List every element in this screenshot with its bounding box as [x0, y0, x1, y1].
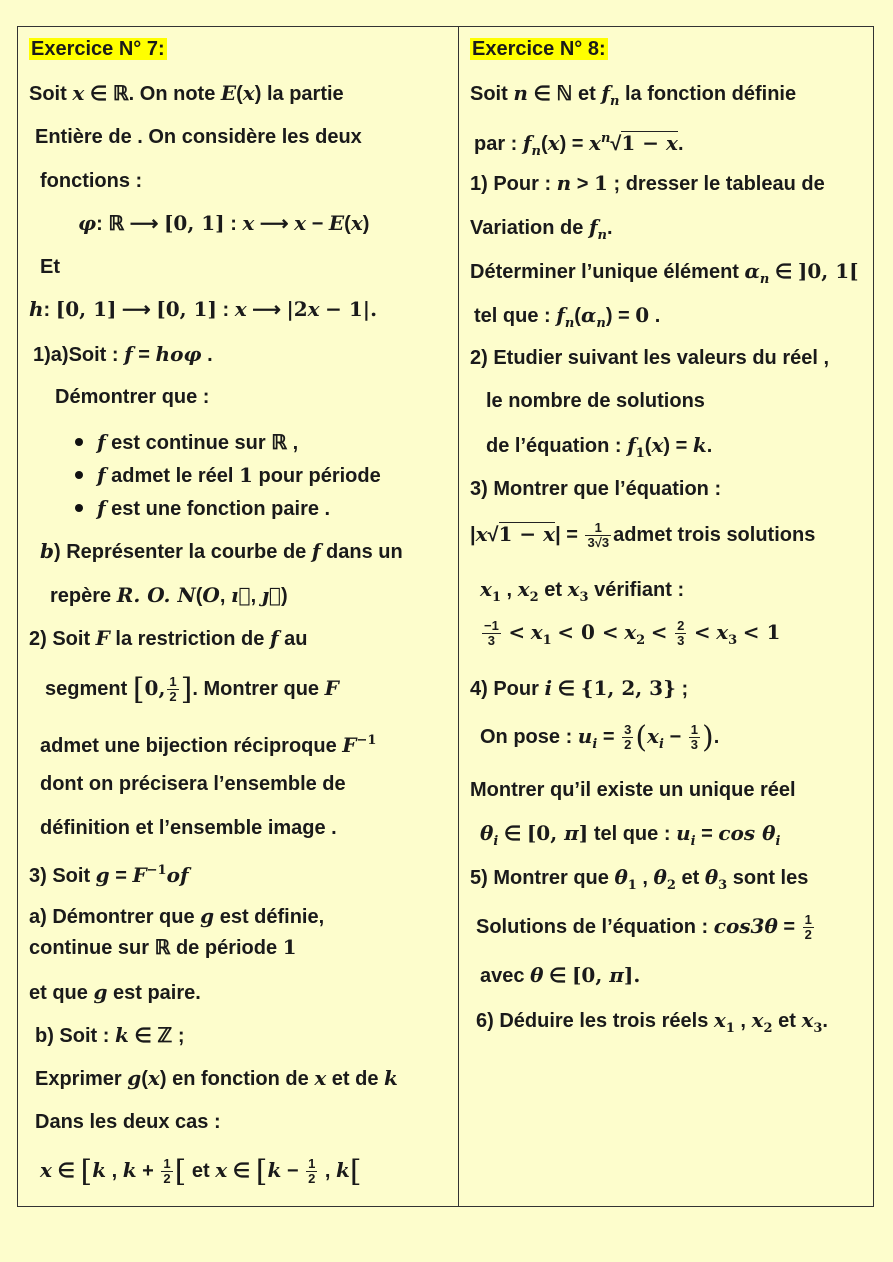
- ex7-line-continue: continue sur ℝ de période 1: [29, 935, 297, 959]
- ex8-line-equation: de l’équation : $f_1(x) = k$.: [486, 433, 713, 461]
- ex8-line-variation: Variation de $f_n$.: [470, 215, 613, 243]
- ex7-question-1a: 1)a)Soit : f = hoφ .: [33, 342, 213, 366]
- exercise-8-title: Exercice N° 8:: [472, 38, 606, 60]
- ex7-line-exprimer: Exprimer g(x) en fonction de x et de k: [35, 1066, 398, 1090]
- ex7-line-soit: Soit x ∈ ℝ. On note E(x) la partie: [29, 81, 344, 105]
- ex7-line-dans: Dans les deux cas :: [35, 1111, 221, 1133]
- ex8-question-6: 6) Déduire les trois réels $x_1$ , $x_2$ et $x_3$.: [476, 1008, 828, 1036]
- exercise-7-title: Exercice N° 7:: [31, 38, 165, 60]
- ex8-line-verifiant: $x_1$ , $x_2$ et $x_3$ vérifiant :: [480, 577, 685, 605]
- ex7-intervals: x ∈ [k , k + $\frac{1}{2}$ [ et x ∈ [k − $\frac{1}{2}$ , k[: [40, 1153, 362, 1189]
- ex7-question-2: 2) Soit F la restriction de f au: [29, 626, 308, 650]
- ex8-question-4: 4) Pour i ∈ {1, 2, 3} ;: [470, 676, 689, 700]
- exercise-sheet: [17, 26, 874, 1207]
- ex7-question-1b: b) Représenter la courbe de f dans un: [40, 539, 403, 563]
- exercise-8-column: [459, 27, 873, 1206]
- ex8-question-5: 5) Montrer que $\theta_1$ , $\theta_2$ et $\theta_3$ sont les: [470, 865, 809, 893]
- ex7-line-admet: admet une bijection réciproque $F^{-1}$: [40, 733, 377, 757]
- ex8-line-solutions: Solutions de l’équation : cos3θ = $\frac{1}{2}$: [476, 912, 812, 942]
- ex8-line-montrer: Montrer qu’il existe un unique réel: [470, 779, 796, 801]
- exercise-7-column: [18, 27, 458, 1206]
- ex7-question-3: 3) Soit $g = F^{-1}of$: [29, 863, 189, 887]
- ex8-line-soit: Soit n ∈ ℕ et $f_n$ la fonction définie: [470, 81, 797, 109]
- ex7-line-entiere: Entière de . On considère les deux: [35, 126, 362, 148]
- ex8-equation-abs: |x√1 − x| = $\frac{1}{3√3}$ admet trois solutions: [470, 520, 816, 550]
- ex7-line-dont: dont on précisera l’ensemble de: [40, 773, 346, 795]
- ex7-phi-definition: φ: ℝ ⟶ [0, 1] : x ⟶ x − E(x): [78, 211, 370, 235]
- ex8-question-2: 2) Etudier suivant les valeurs du réel ,: [470, 347, 830, 369]
- ex8-question-1: 1) Pour : n > 1 ; dresser le tableau de: [470, 171, 825, 195]
- ex7-line-repere: repère R. O. N(O, ı⃗, ȷ⃗): [50, 583, 288, 607]
- ex8-line-determiner: Déterminer l’unique élément $\alpha_n$ ∈ ]0, 1[: [470, 259, 859, 287]
- ex7-h-definition: h: [0, 1] ⟶ [0, 1] : x ⟶ |2x − 1|.: [29, 297, 378, 321]
- ex8-line-nombre: le nombre de solutions: [486, 390, 705, 412]
- ex7-line-segment: segment [0, $\frac{1}{2}$ ]. Montrer que F: [45, 671, 339, 707]
- ex7-line-etque: et que g est paire.: [29, 980, 201, 1004]
- ex7-question-3a: a) Démontrer que g est définie,: [29, 904, 325, 928]
- ex8-line-avec: avec θ ∈ [0, π].: [480, 963, 641, 987]
- ex7-bullet-3: f est une fonction paire .: [75, 496, 330, 521]
- ex8-fn-definition: par : $f_n(x) = x^n√1 - x$.: [474, 131, 684, 159]
- ex7-line-demontrer: Démontrer que :: [55, 386, 210, 408]
- ex7-question-3b: b) Soit : k ∈ ℤ ;: [35, 1023, 185, 1047]
- ex7-bullet-2: f admet le réel 1 pour période: [75, 463, 381, 488]
- ex8-inequality: $\frac{-1}{3}$ < $x_1 < 0 < x_2$ < $\frac{2}{3}$ < $x_3 < 1$: [484, 618, 781, 648]
- ex7-line-et: Et: [40, 256, 60, 278]
- ex7-line-definition: définition et l’ensemble image .: [40, 817, 337, 839]
- ex8-line-telque: tel que : $f_n(\alpha_n) = 0$ .: [474, 303, 661, 331]
- ex8-line-theta: $\theta_i$ ∈ [0, π] tel que : $u_i = \cos \theta_i$: [480, 821, 781, 849]
- ex7-line-fonctions: fonctions :: [40, 170, 143, 192]
- ex8-question-3: 3) Montrer que l’équation :: [470, 478, 722, 500]
- ex8-line-pose: On pose : $u_i$ = $\frac{3}{2}$ ($x_i$ − $\frac{1}{3}$ ).: [480, 719, 720, 755]
- ex7-bullet-1: f est continue sur ℝ ,: [75, 430, 298, 455]
